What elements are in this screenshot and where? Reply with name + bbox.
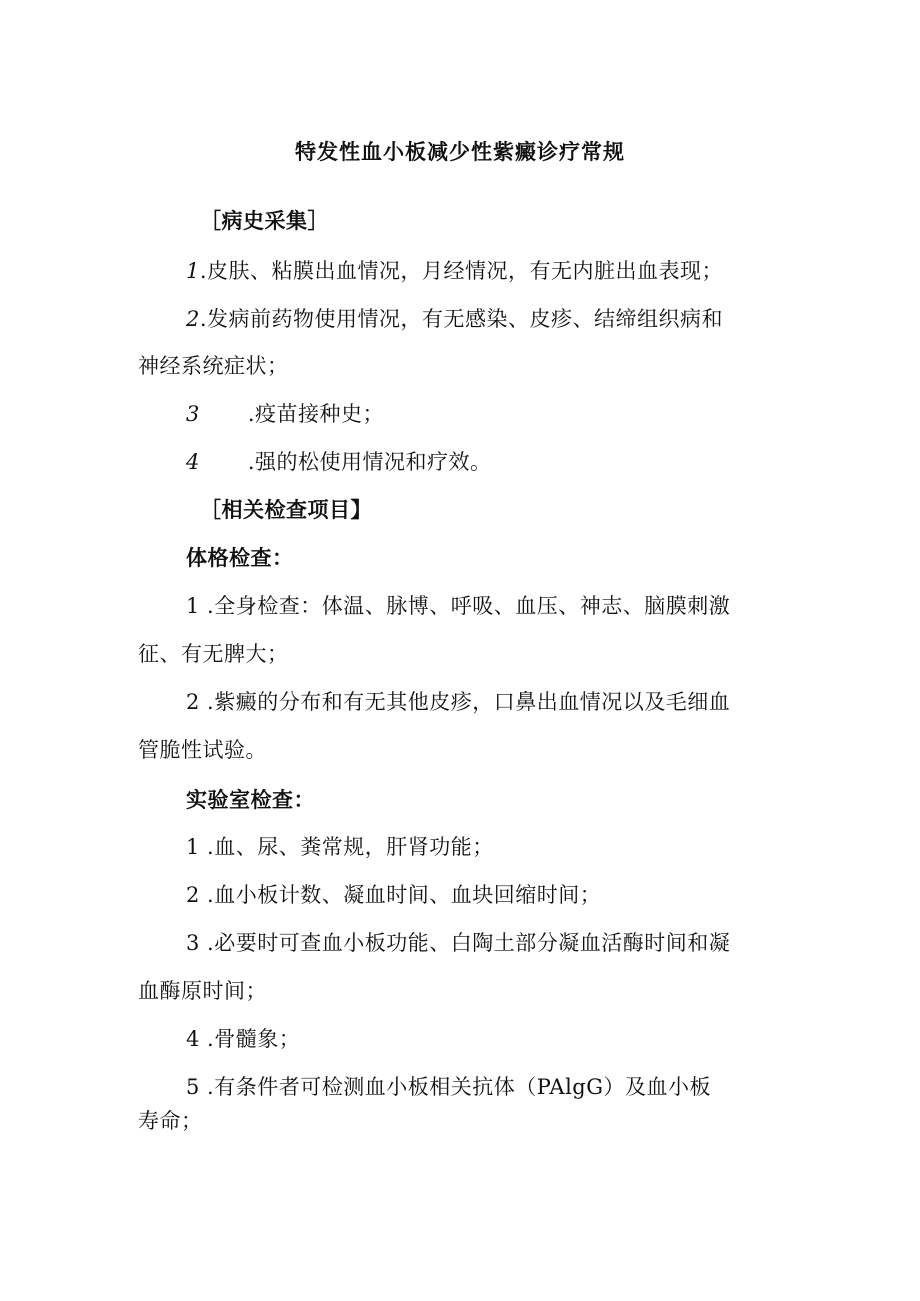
lab-item-4: 4 .骨髓象； [186, 1027, 301, 1051]
section-heading-exams: ［相关检查项目】 [200, 498, 372, 522]
physical-item-2-continuation: 管脆性试验。 [138, 738, 267, 762]
item-text: .强的松使用情况和疗效。 [247, 450, 492, 474]
lab-item-3: 3 .必要时可查血小板功能、白陶土部分凝血活酶时间和凝 [186, 931, 731, 955]
history-item-2-continuation: 神经系统症状； [138, 354, 289, 378]
document-title: 特发性血小板减少性紫癜诊疗常规 [295, 140, 625, 164]
item-number: 3 [186, 402, 200, 426]
history-item-1 [186, 255, 723, 287]
section-heading-history: ［病史采集］ [200, 209, 329, 233]
item-number: 4 [186, 450, 200, 474]
history-item-4 [186, 446, 492, 478]
item-number: 1 [186, 259, 200, 283]
lab-item-5: 5 .有条件者可检测血小板相关抗体（PAlgG）及血小板 [186, 1075, 712, 1099]
history-item-3 [186, 398, 384, 430]
subheading-physical: 体格检查： [186, 546, 294, 570]
history-item-2 [186, 303, 723, 335]
item-number: 2 [186, 307, 200, 331]
subheading-lab: 实验室检查： [186, 788, 315, 812]
lab-item-1: 1 .血、尿、粪常规，肝肾功能； [186, 835, 494, 859]
item-text: .皮肤、粘膜出血情况，月经情况，有无内脏出血表现； [199, 259, 724, 283]
physical-item-2: 2 .紫癜的分布和有无其他皮疹，口鼻出血情况以及毛细血 [186, 690, 731, 714]
item-text: .发病前药物使用情况，有无感染、皮疹、结缔组织病和 [199, 307, 724, 331]
physical-item-1: 1 .全身检查：体温、脉博、呼吸、血压、神志、脑膜刺激 [186, 594, 731, 618]
lab-item-5-continuation: 寿命； [138, 1109, 203, 1133]
lab-item-2: 2 .血小板计数、凝血时间、血块回缩时间； [186, 883, 602, 907]
lab-item-3-continuation: 血酶原时间； [138, 979, 267, 1003]
physical-item-1-continuation: 征、有无脾大； [138, 642, 289, 666]
item-text: .疫苗接种史； [247, 402, 385, 426]
